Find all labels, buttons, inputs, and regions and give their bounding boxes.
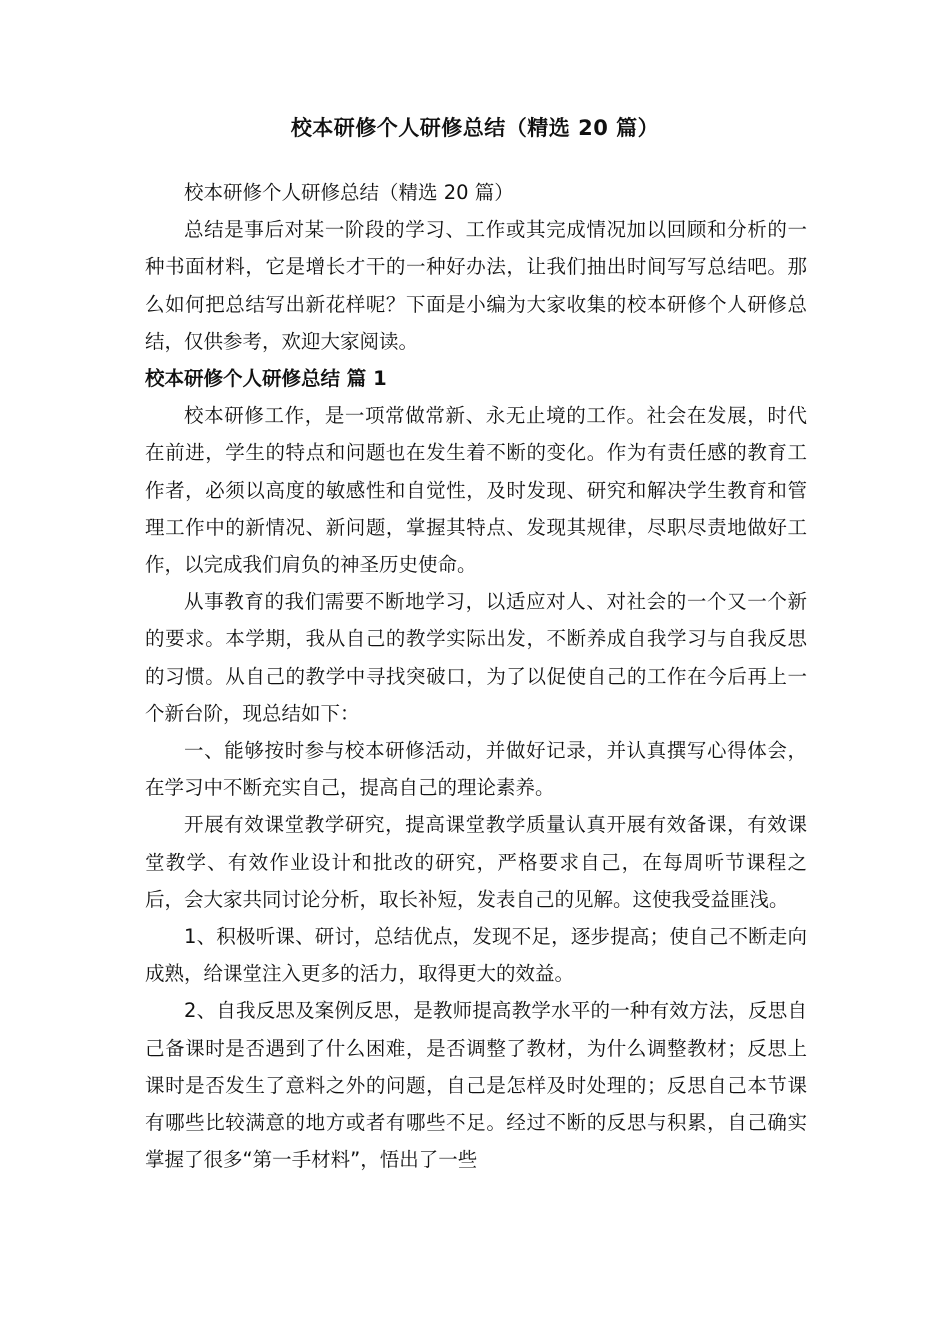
intro-paragraph: 总结是事后对某一阶段的学习、工作或其完成情况加以回顾和分析的一种书面材料，它是增长才干的一种好办法，让我们抽出时间写写总结吧。那么如何把总结写出新花样呢？下面是小编为大家收集的校本研修个人研修总结，仅供参考，欢迎大家阅读。 <box>145 218 807 353</box>
section-heading: 校本研修个人研修总结 篇 1 <box>145 367 387 391</box>
list-item-paragraph: 1、积极听课、研讨，总结优点，发现不足，逐步提高；使自己不断走向成熟，给课堂注入更多的活力，取得更大的效益。 <box>145 925 807 986</box>
body-paragraph: 开展有效课堂教学研究，提高课堂教学质量认真开展有效备课，有效课堂教学、有效作业设计和批改的研究，严格要求自己，在每周听节课程之后，会大家共同讨论分析，取长补短，发表自己的见解。这使我受益匪浅。 <box>145 813 807 911</box>
body-paragraph: 校本研修工作，是一项常做常新、永无止境的工作。社会在发展，时代在前进，学生的特点和问题也在发生着不断的变化。作为有责任感的教育工作者，必须以高度的敏感性和自觉性，及时发现、研究和解决学生教育和管理工作中的新情况、新问题，掌握其特点、发现其规律，尽职尽责地做好工作，以完成我们肩负的神圣历史使命。 <box>145 404 807 577</box>
subtitle-paragraph: 校本研修个人研修总结（精选 20 篇） <box>184 181 514 204</box>
body-paragraph: 从事教育的我们需要不断地学习，以适应对人、对社会的一个又一个新的要求。本学期，我从自己的教学实际出发，不断养成自我学习与自我反思的习惯。从自己的教学中寻找突破口，为了以促使自己的工作在今后再上一个新台阶，现总结如下： <box>145 590 807 725</box>
document-body <box>145 174 807 1178</box>
document-title: 校本研修个人研修总结（精选 20 篇） <box>290 116 660 140</box>
body-paragraph: 一、能够按时参与校本研修活动，并做好记录，并认真撰写心得体会，在学习中不断充实自己，提高自己的理论素养。 <box>145 739 807 800</box>
list-item-paragraph: 2、自我反思及案例反思，是教师提高教学水平的一种有效方法，反思自己备课时是否遇到了什么困难，是否调整了教材，为什么调整教材；反思上课时是否发生了意料之外的问题，自己是怎样及时处理的；反思自己本节课有哪些比较满意的地方或者有哪些不足。经过不断的反思与积累，自己确实掌握了很多“第一手材料”，悟出了一些 <box>145 999 807 1172</box>
